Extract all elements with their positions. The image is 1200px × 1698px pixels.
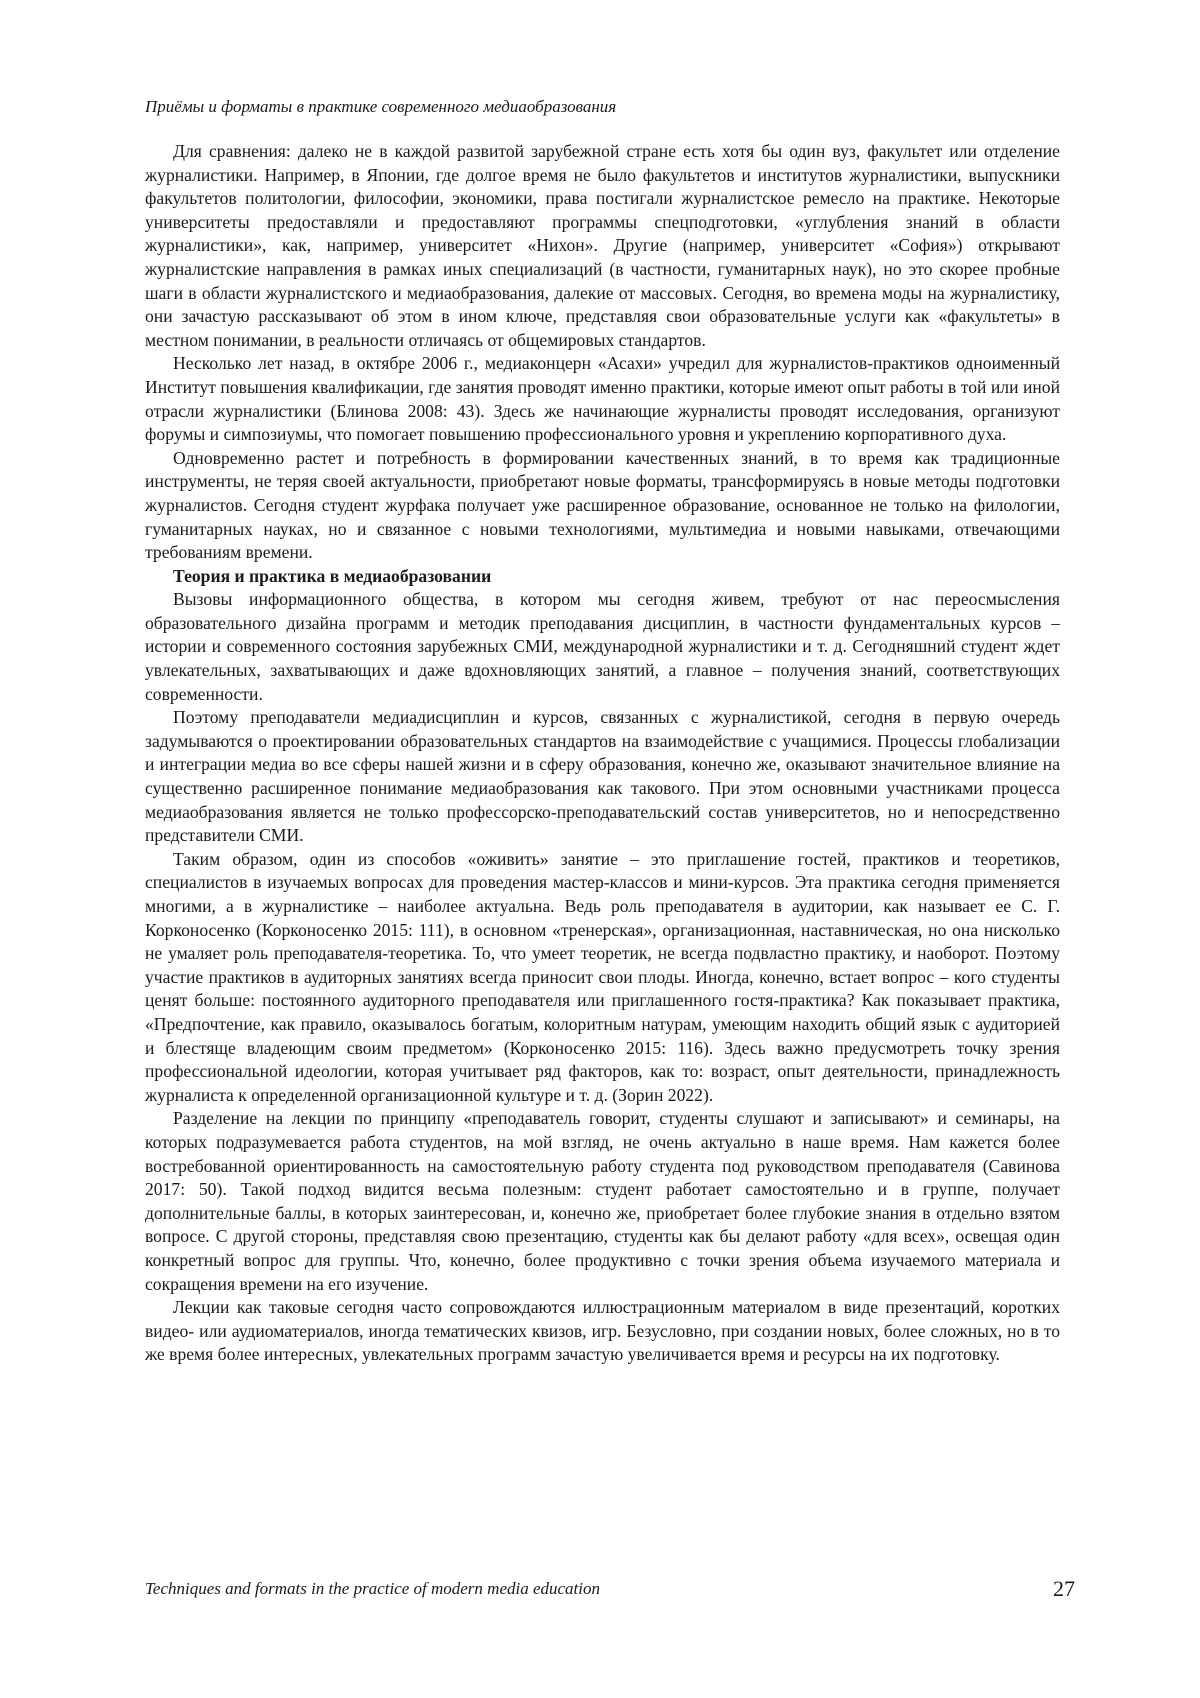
paragraph-5: Поэтому преподаватели медиадисциплин и курсов, связанных с журналистикой, сегодня в первую очередь задумываются о проектировании образовательных стандартов на взаимодействие с учащимися. Процессы глобализации и интеграции медиа во все сферы нашей жизни и в сферу образования, конечно же, оказывают значительное влияние на существенно расширенное понимание медиаобразования как такового. При этом основными участниками процесса медиаобразования является не только профессорско-преподавательский состав университетов, но и непосредственно представители СМИ. (145, 707, 1060, 846)
page-number: 27 (1053, 1576, 1075, 1601)
paragraph-3: Одновременно растет и потребность в формировании качественных знаний, в то время как традиционные инструменты, не теряя своей актуальности, приобретают новые форматы, трансформируясь в новые методы подготовки журналистов. Сегодня студент журфака получает уже расширенное образование, основанное не только на филологии, гуманитарных науках, но и связанное с новыми технологиями, мультимедиа и новыми навыками, отвечающими требованиям времени. (145, 447, 1060, 563)
article-body (145, 140, 1060, 1367)
section-heading: Теория и практика в медиаобразовании (173, 565, 492, 586)
running-head: Приёмы и форматы в практике современного медиаобразования (145, 97, 617, 116)
paragraph-2: Несколько лет назад, в октябре 2006 г., медиаконцерн «Асахи» учредил для журналистов-практиков одноименный Институт повышения квалификации, где занятия проводят именно практики, которые имеют опыт работы в той или иной отрасли журналистики (Блинова 2008: 43). Здесь же начинающие журналисты проводят исследования, организуют форумы и симпозиумы, что помогает повышению профессионального уровня и укреплению корпоративного духа. (145, 353, 1060, 445)
paragraph-1: Для сравнения: далеко не в каждой развитой зарубежной стране есть хотя бы один вуз, факультет или отделение журналистики. Например, в Японии, где долгое время не было факультетов и институтов журналистики, выпускники факультетов политологии, философии, экономики, права постигали журналистское ремесло на практике. Некоторые университеты предоставляли и предоставляют программы спецподготовки, «углубления знаний в области журналистики», как, например, университет «Нихон». Другие (например, университет «София») открывают журналистские направления в рамках иных специализаций (в частности, гуманитарных наук), но это скорее пробные шаги в области журналистского и медиаобразования, далекие от массовых. Сегодня, во времена моды на журналистику, они зачастую рассказывают об этом в ином ключе, представляя свои образовательные услуги как «факультеты» в местном понимании, в реальности отличаясь от общемировых стандартов. (145, 141, 1060, 350)
paragraph-7: Разделение на лекции по принципу «преподаватель говорит, студенты слушают и записывают» и семинары, на которых подразумевается работа студентов, на мой взгляд, не очень актуально в наше время. Нам кажется более востребованной ориентированность на самостоятельную работу студента под руководством преподавателя (Савинова 2017: 50). Такой подход видится весьма полезным: студент работает самостоятельно и в группе, получает дополнительные баллы, в которых заинтересован, и, конечно же, приобретает более глубокие знания в отдельно взятом вопросе. С другой стороны, представляя свою презентацию, студенты как бы делают работу «для всех», освещая один конкретный вопрос для группы. Что, конечно, более продуктивно с точки зрения объема изучаемого материала и сокращения времени на его изучение. (145, 1108, 1060, 1294)
paragraph-4: Вызовы информационного общества, в котором мы сегодня живем, требуют от нас переосмысления образовательного дизайна программ и методик преподавания дисциплин, в частности фундаментальных курсов – истории и современного состояния зарубежных СМИ, международной журналистики и т. д. Сегодняшний студент ждет увлекательных, захватывающих и даже вдохновляющих занятий, а главное – получения знаний, соответствующих современности. (145, 589, 1060, 704)
paragraph-8: Лекции как таковые сегодня часто сопровождаются иллюстрационным материалом в виде презентаций, коротких видео- или аудиоматериалов, иногда тематических квизов, игр. Безусловно, при создании новых, более сложных, но в то же время более интересных, увлекательных программ зачастую увеличивается время и ресурсы на их подготовку. (145, 1297, 1060, 1365)
paragraph-6: Таким образом, один из способов «оживить» занятие – это приглашение гостей, практиков и теоретиков, специалистов в изучаемых вопросах для проведения мастер-классов и мини-курсов. Эта практика сегодня применяется многими, а в журналистике – наиболее актуальна. Ведь роль преподавателя в аудитории, как называет ее С. Г. Корконосенко (Корконосенко 2015: 111), в основном «тренерская», организационная, наставническая, но она нисколько не умаляет роль преподавателя-теоретика. То, что умеет теоретик, не всегда подвластно практику, и наоборот. Поэтому участие практиков в аудиторных занятиях всегда приносит свои плоды. Иногда, конечно, встает вопрос – кого студенты ценят больше: постоянного аудиторного преподавателя или приглашенного гостя-практика? Как показывает практика, «Предпочтение, как правило, оказывалось богатым, колоритным натурам, умеющим находить общий язык с аудиторией и блестяще владеющим своим предметом» (Корконосенко 2015: 116). Здесь важно предусмотреть точку зрения профессиональной идеологии, которая учитывает ряд факторов, как то: возраст, опыт деятельности, принадлежность журналиста к определенной организационной культуре и т. д. (Зорин 2022). (145, 848, 1060, 1105)
running-foot: Techniques and formats in the practice of modern media education (145, 1579, 601, 1598)
